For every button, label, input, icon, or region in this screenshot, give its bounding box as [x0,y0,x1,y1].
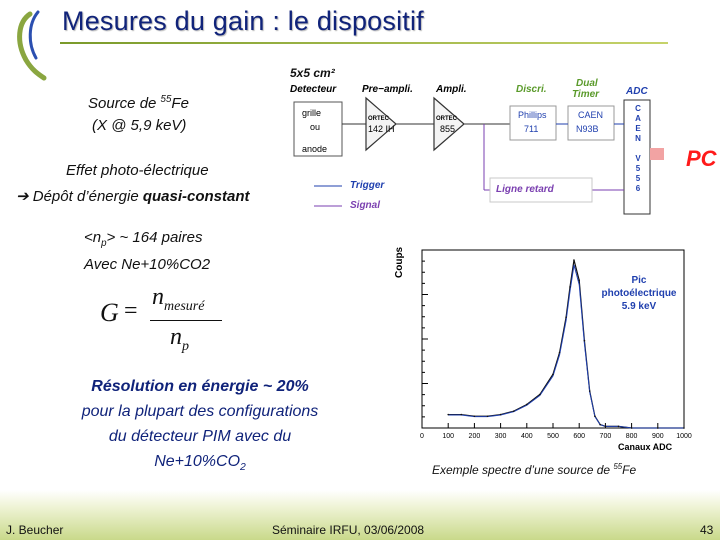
preamp-brand: ORTEC [368,116,389,122]
x-tick-label: 600 [573,433,586,440]
spectrum-point [539,394,541,396]
discri-model: 711 [524,124,539,134]
header-dual: Dual [576,78,598,89]
spectrum-point [461,414,463,416]
spectrum-point [578,279,580,281]
spectrum-caption: Exemple spectre d’une source de $^{55}$Fe [432,462,637,477]
preamp-model: 142 IH [368,124,395,134]
spectrum-point [589,390,591,392]
adc-letters-bot: V 5 5 6 [635,154,641,193]
x-tick-label: 300 [494,433,507,440]
right-arrow-icon: ➔ [16,188,29,205]
footer-author: J. Beucher [6,523,64,537]
resolution-line-4: $Ne+10\%CO_2$ [154,453,246,474]
header-preampli: Pre−ampli. [362,84,413,95]
setup-diagram-lines [284,80,664,220]
legend-trigger: Trigger [350,180,385,191]
formula-denominator: $n_p$ [170,324,189,354]
lab-logo-graphic [4,8,56,82]
title-underline [60,42,668,44]
detector-label-top: grille [302,108,322,118]
footer-event: Séminaire IRFU, 03/06/2008 [272,523,425,537]
x-tick-label: 700 [599,433,612,440]
spectrum-point [594,415,596,417]
spectrum-point [657,427,659,429]
discri-brand: Phillips [518,110,547,120]
spectrum-point [631,427,633,429]
timer-brand: CAEN [578,110,604,120]
formula-lhs: G [100,298,119,327]
amp-model: 855 [440,124,456,134]
x-tick-label: 200 [468,433,481,440]
adc-letters-top: C A E N [635,104,641,143]
legend-signal: Signal [350,200,381,211]
spectrum-point [526,404,528,406]
spectrum-point [447,414,449,416]
lab-logo [4,8,56,82]
pc-label: PC [686,146,717,171]
header-adc: ADC [626,86,648,97]
header-timer: Timer [572,89,600,100]
spectrum-point [565,316,567,318]
np-line: $<n_p>$ ~ 164 paires [84,229,203,249]
spectrum-point [605,426,607,428]
deposit-line: ➔ Dépôt d’énergie quasi-constant [16,188,250,205]
spectrum-point [599,424,601,426]
detector-label-bot: anode [302,144,328,154]
formula-numerator: $n_{mesuré}$ [152,284,205,314]
slide-title: Mesures du gain : le dispositif [62,6,424,36]
gas-line: Avec Ne+10%CO2 [84,256,211,273]
setup-diagram [284,80,664,220]
header-discri: Discri. [516,84,547,95]
pc-arrow-icon [650,142,664,166]
resolution-line-3: du détecteur PIM avec du [108,428,292,445]
formula-fraction-bar [150,320,222,321]
resolution-block [30,374,370,480]
spectrum-point [683,427,685,429]
timer-model: N93B [576,124,599,134]
header-ampli: Ampli. [436,84,467,95]
x-tick-label: 900 [651,433,664,440]
detector-label-mid: ou [310,122,321,132]
spectrum-chart [394,246,698,456]
source-line-1: Source de $^{55}$Fe [88,94,189,112]
spectrum-point [559,352,561,354]
spectrum-point [487,415,489,417]
x-tick-label: 1000 [676,433,692,440]
peak-annotation: Pic photoélectrique 5.9 keV [601,275,677,312]
effect-line: Effet photo-électrique [66,162,209,179]
x-tick-label: 100 [442,433,455,440]
spectrum-point [584,340,586,342]
chart-xlabel: Canaux ADC [618,442,673,452]
spectrum-point [474,415,476,417]
chart-ylabel: Coups [394,246,405,278]
x-tick-label: 400 [520,433,533,440]
resolution-line-1: Résolution en énergie ~ 20% [91,378,309,395]
detector-size-label: 5x5 cm² [290,66,335,80]
spectrum-point [569,286,571,288]
header-detecteur: Detecteur [290,84,337,95]
x-tick-label: 800 [625,433,638,440]
spectrum-point [500,414,502,416]
x-tick-label: 500 [547,433,559,440]
amp-brand: ORTEC [436,116,457,122]
x-tick-label: 0 [420,433,424,440]
spectrum-point [573,259,575,261]
spectrum-point [552,373,554,375]
spectrum-point [618,426,620,428]
spectrum-point [513,410,515,412]
delay-line-label: Ligne retard [496,184,554,195]
gain-formula [96,284,236,358]
formula-equals: = [124,298,138,324]
slide-number: 43 [700,523,714,537]
source-line-2: (X @ 5,9 keV) [92,117,187,134]
resolution-line-2: pour la plupart des configurations [81,403,319,420]
